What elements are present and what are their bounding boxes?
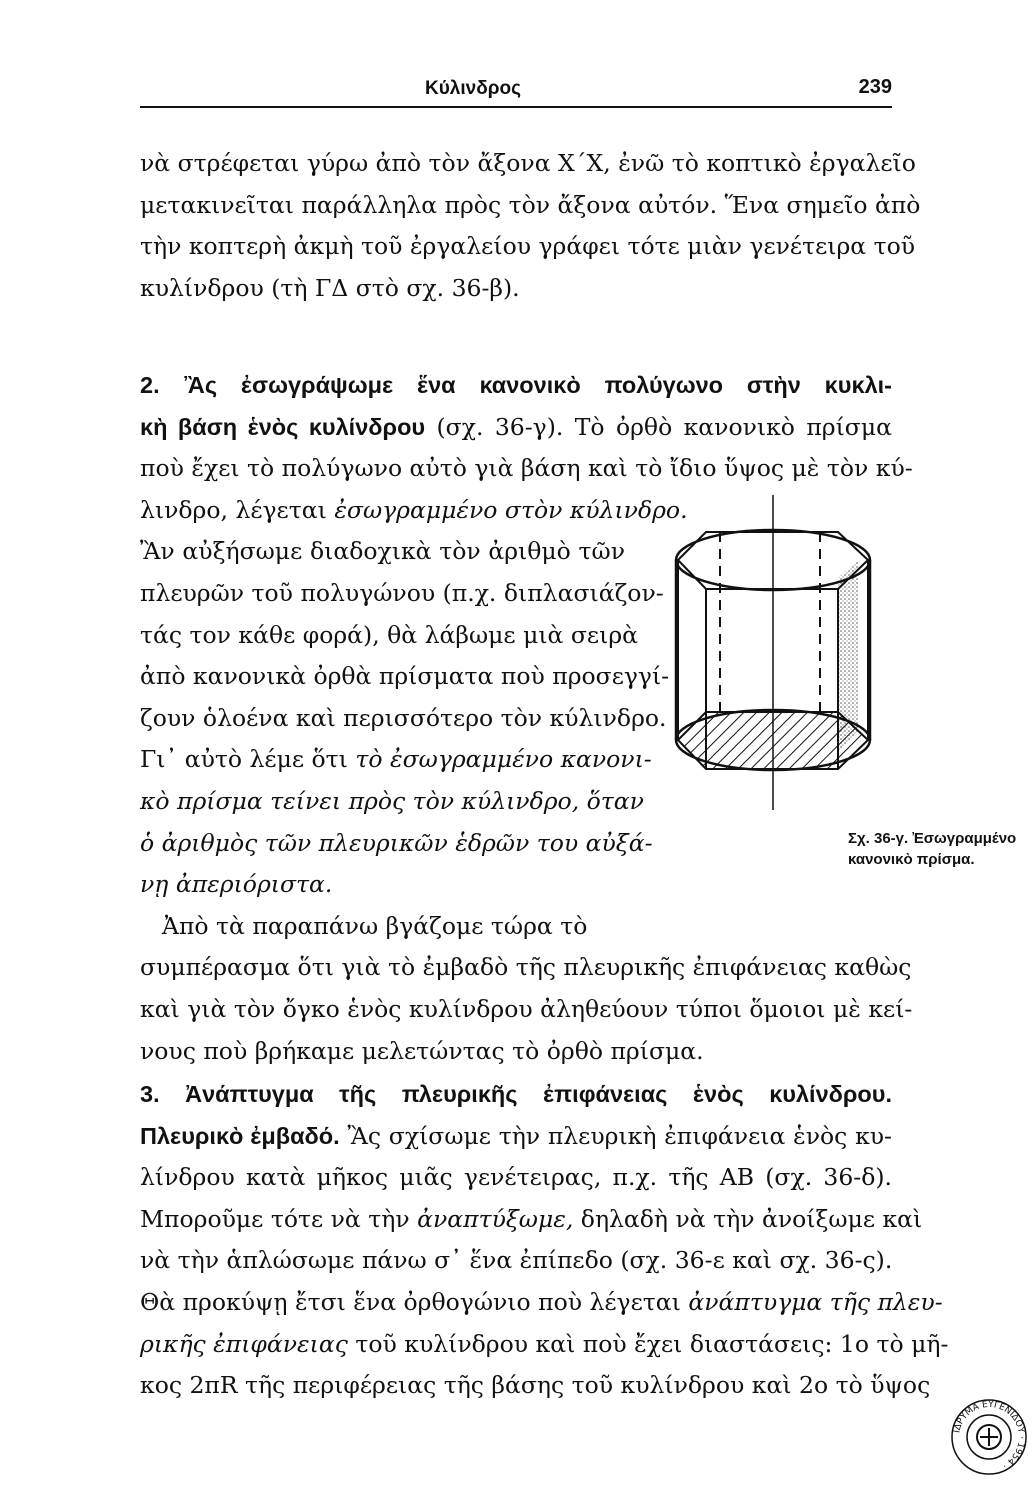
theorem-text: κὸ πρίσμα τείνει πρὸς τὸν κύλινδρο, ὅταν [140,786,644,815]
intro-paragraph [140,143,921,309]
text-line: κυλίνδρου (τὴ ΓΔ στὸ σχ. 36-β). [140,273,520,302]
text-line: νὰ τὴν ἁπλώσωμε πάνω σ᾽ ἕνα ἐπίπεδο (σχ. 36-ε καὶ σχ. 36-ς). [140,1246,893,1275]
text-line: Γι᾽ αὐτὸ λέμε ὅτι τὸ ἐσωγραμμένο κανονι- [140,745,652,774]
section-2-heading-line: 2. Ἂς ἐσωγράψωμε ἕνα κανονικὸ πολύγωνο στὴν κυκλι- [140,372,892,398]
text-line: νὰ στρέφεται γύρω ἀπὸ τὸν ἄξονα X΄X, ἐνῶ τὸ κοπτικὸ ἐργαλεῖο [140,149,916,177]
section-3-heading: 3. Ἀνάπτυγμα τῆς πλευρικῆς ἐπιφάνειας ἑνὸς κυλίνδρου. [140,1081,892,1107]
text-line: μετακινεῖται παράλληλα πρὸς τὸν ἄξονα αὐτόν. Ἕνα σημεῖο ἀπὸ [140,190,921,219]
definition-term: ἐσωγραμμένο στὸν κύλινδρο. [334,495,688,524]
text-line: Μποροῦμε τότε νὰ τὴν ἀναπτύξωμε, δηλαδὴ νὰ τὴν ἀνοίξωμε καὶ [140,1204,923,1233]
text-line: συμπέρασμα ὅτι γιὰ τὸ ἐμβαδὸ τῆς πλευρικῆς ἐπιφάνειας καθὼς [140,953,912,982]
section-2-heading: Ἂς ἐσωγράψωμε ἕνα κανονικὸ πολύγωνο στὴν κυκλι- [184,372,892,398]
text-line: κὴ βάση ἑνὸς κυλίνδρου (σχ. 36-γ). Τὸ ὀρθὸ κανονικὸ πρίσμα [140,412,892,441]
text-line: Θὰ προκύψῃ ἔτσι ἕνα ὀρθογώνιο ποὺ λέγεται ἀνάπτυγμα τῆς πλευ- [140,1287,943,1316]
text-line: τάς τον κάθε φορά), θὰ λάβωμε μιὰ σειρὰ [140,620,639,649]
foundation-stamp-logo [950,1398,1028,1476]
text-line: ρικῆς ἐπιφάνειας τοῦ κυλίνδρου καὶ ποὺ ἔχει διαστάσεις: 1ο τὸ μῆ- [140,1329,949,1358]
text-line: Ἀπὸ τὰ παραπάνω βγάζομε τώρα τὸ [162,911,588,940]
page-number: 239 [858,76,892,98]
definition-term: ἀνάπτυγμα τῆς πλευ- [688,1287,943,1316]
theorem-text: νῃ ἀπεριόριστα. [140,870,333,899]
running-title: Κύλινδρος [425,78,521,99]
definition-term: ρικῆς ἐπιφάνειας [140,1329,348,1358]
text-line: Πλευρικὸ ἐμβαδό. Ἂς σχίσωμε τὴν πλευρικὴ ἐπιφάνεια ἑνὸς κυ- [140,1121,892,1150]
text-line: πλευρῶν τοῦ πολυγώνου (π.χ. διπλασιάζον- [140,578,664,607]
text-line: λινδρο, λέγεται ἐσωγραμμένο στὸν κύλινδρο. [140,495,688,524]
section-3-subheading: Πλευρικὸ ἐμβαδό. [140,1122,340,1149]
text-line: τὴν κοπτερὴ ἀκμὴ τοῦ ἐργαλείου γράφει τότε μιὰν γενέτειρα τοῦ [140,232,916,261]
theorem-text: ὁ ἀριθμὸς τῶν πλευρικῶν ἑδρῶν του αὐξά- [140,828,653,857]
text-line: λίνδρου κατὰ μῆκος μιᾶς γενέτειρας, π.χ. τῆς AB (σχ. 36-δ). [140,1163,892,1192]
section-2-heading-cont: κὴ βάση ἑνὸς κυλίνδρου [140,413,426,440]
text-line: κος 2πR τῆς περιφέρειας τῆς βάσης τοῦ κυλίνδρου καὶ 2ο τὸ ὕψος [140,1371,931,1400]
text-line: νους ποὺ βρήκαμε μελετώντας τὸ ὀρθὸ πρίσμα. [140,1036,704,1065]
text-line: καὶ γιὰ τὸν ὄγκο ἑνὸς κυλίνδρου ἀληθεύουν τύποι ὅμοιοι μὲ κεί- [140,994,913,1023]
text-line: ποὺ ἔχει τὸ πολύγωνο αὐτὸ γιὰ βάση καὶ τὸ ἴδιο ὕψος μὲ τὸν κύ- [140,454,913,483]
inscribed-prism-figure [660,490,888,835]
text-line: ζουν ὁλοένα καὶ περισσότερο τὸν κύλινδρο. [140,703,667,732]
theorem-text: τὸ ἐσωγραμμένο κανονι- [355,745,652,774]
section-3 [140,1074,949,1407]
svg-text:ΙΔΡΥΜΑ ΕΥΓΕΝΙΔΟΥ · 1954 ·: ΙΔΡΥΜΑ ΕΥΓΕΝΙΔΟΥ · 1954 · [952,1399,1027,1471]
text-line: Ἂν αὐξήσωμε διαδοχικὰ τὸν ἀριθμὸ τῶν [140,537,625,566]
text-line: ἀπὸ κανονικὰ ὀρθὰ πρίσματα ποὺ προσεγγί- [140,662,670,691]
page-header [140,72,892,108]
